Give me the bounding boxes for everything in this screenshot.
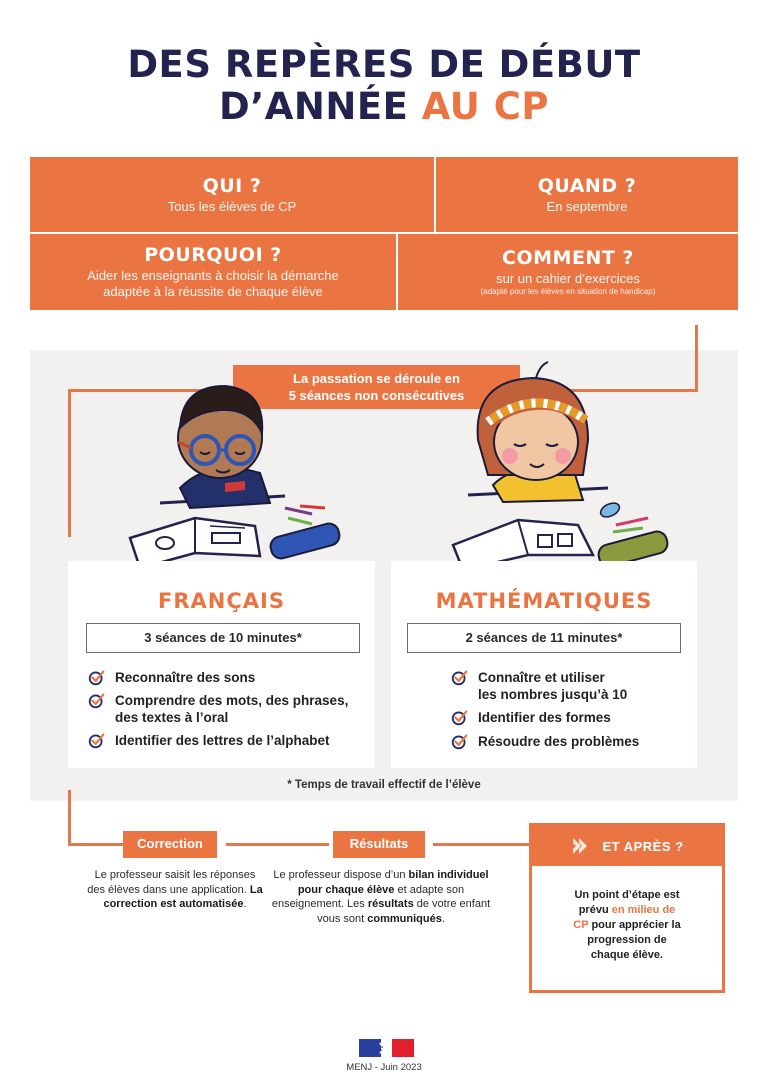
check-icon: [451, 709, 468, 726]
check-icon: [451, 733, 468, 750]
connector-bottom-h1: [68, 843, 123, 846]
comment-text: sur un cahier d’exercices: [496, 271, 640, 286]
resultats-text-bold-1: bilan individuel pour chaque élève: [297, 869, 489, 896]
qui-heading: QUI ?: [202, 174, 262, 197]
francais-card: [68, 561, 375, 768]
info-pourquoi: [30, 234, 396, 310]
comment-heading: COMMENT ?: [502, 247, 634, 269]
connector-bottom-h2: [226, 843, 329, 846]
girl-writing-illustration: [448, 360, 688, 570]
correction-text-bold: La correction est automatisée: [103, 883, 263, 910]
passation-line-1: La passation se déroule en: [293, 371, 460, 386]
resultats-label: Résultats: [333, 831, 425, 858]
info-comment: [398, 234, 738, 310]
francais-skill-1: [88, 669, 255, 686]
check-icon: [88, 732, 105, 749]
resultats-text-c: et adapte son enseignement. Les: [271, 883, 465, 910]
skill-text: Identifier des lettres de l’alphabet: [115, 733, 330, 748]
skill-text: Comprendre des mots, des phrases,: [115, 693, 349, 708]
skill-text-line-2: les nombres jusqu’à 10: [478, 687, 628, 702]
title-line-2-main: D’ANNÉE: [219, 85, 422, 128]
et-apres-text: [532, 888, 722, 963]
qui-text: Tous les élèves de CP: [167, 198, 297, 214]
francais-skill-3: [88, 732, 330, 749]
page-title: [0, 44, 768, 128]
quand-heading: QUAND ?: [537, 174, 637, 197]
skill-text: Identifier des formes: [478, 710, 611, 725]
apres-text-highlight: en milieu de CP: [573, 904, 676, 931]
francais-title: FRANÇAIS: [158, 589, 285, 613]
et-apres-header: [532, 826, 722, 866]
resultats-text: [265, 868, 497, 926]
skill-text: Connaître et utiliser: [478, 670, 605, 685]
comment-note: (adapté pour les élèves en situation de handicap): [480, 287, 656, 296]
skill-text: Résoudre des problèmes: [478, 734, 640, 749]
apres-text-a: Un point d’étape est prévu: [574, 889, 680, 916]
check-icon: [88, 692, 105, 709]
francais-skill-2: [88, 692, 348, 726]
republique-francaise-logo: [359, 1037, 414, 1059]
info-quand: [436, 157, 738, 232]
check-icon: [88, 669, 105, 686]
pourquoi-text-1: Aider les enseignants à choisir la démarche: [87, 268, 339, 283]
correction-text-a: Le professeur saisit les réponses des élèves dans une application.: [87, 869, 256, 896]
connector-bottom-vertical: [68, 790, 71, 845]
title-accent: AU CP: [421, 85, 549, 128]
maths-skill-1: [451, 669, 627, 703]
skill-text: Reconnaître des sons: [115, 670, 256, 685]
footer-caption: MENJ - Juin 2023: [346, 1062, 422, 1073]
maths-card: [391, 561, 697, 768]
correction-text: [85, 868, 265, 912]
check-icon: [451, 669, 468, 686]
correction-text-c: .: [243, 898, 247, 910]
footnote: * Temps de travail effectif de l’élève: [287, 779, 481, 791]
resultats-text-a: Le professeur dispose d’un: [273, 869, 409, 881]
francais-sessions: 3 séances de 10 minutes*: [86, 623, 360, 653]
apres-text-c: pour apprécier la progression de chaque élève.: [587, 919, 681, 961]
et-apres-heading: ET APRÈS ?: [602, 838, 684, 854]
resultats-text-g: .: [441, 912, 445, 925]
maths-sessions: 2 séances de 11 minutes*: [407, 623, 681, 653]
et-apres-box: [529, 823, 725, 993]
info-qui: [30, 157, 434, 232]
resultats-text-bold-3: communiqués: [367, 912, 442, 925]
resultats-text-e: de votre enfant vous sont: [317, 898, 491, 925]
passation-line-2: 5 séances non consécutives: [288, 388, 465, 403]
quand-text: En septembre: [546, 198, 628, 214]
pourquoi-text-2: adaptée à la réussite de chaque élève: [103, 284, 323, 299]
connector-right-vertical: [695, 325, 698, 392]
connector-bottom-h3: [433, 843, 529, 846]
maths-skill-2: [451, 709, 611, 726]
connector-left-vertical: [68, 389, 71, 537]
maths-title: MATHÉMATIQUES: [435, 589, 653, 613]
correction-label: Correction: [123, 831, 217, 858]
title-line-1: DES REPÈRES DE DÉBUT: [127, 43, 641, 86]
resultats-text-bold-2: résultats: [367, 898, 414, 910]
pourquoi-heading: POURQUOI ?: [144, 244, 282, 266]
title-line-2: [0, 86, 768, 128]
double-chevron-icon: [570, 836, 590, 856]
skill-text-line-2: des textes à l’oral: [115, 710, 229, 725]
boy-writing-illustration: [120, 378, 360, 568]
maths-skill-3: [451, 733, 639, 750]
